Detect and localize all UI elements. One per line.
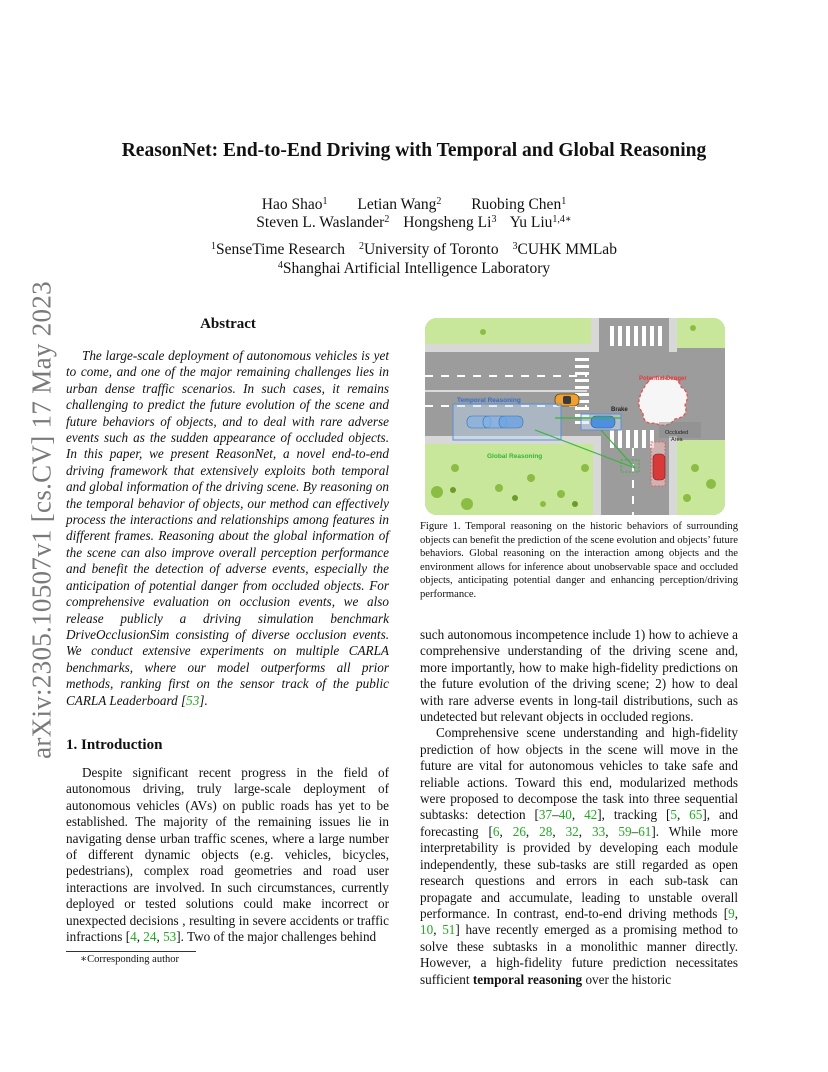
citation-link[interactable]: 10	[420, 922, 434, 938]
author: Ruobing Chen	[471, 196, 562, 213]
citation-link[interactable]: 9	[728, 905, 735, 921]
citation-link[interactable]: 51	[442, 922, 456, 938]
citation-link[interactable]: 40	[558, 807, 572, 823]
paper-title: ReasonNet: End-to-End Driving with Temporal and Global Reasoning	[121, 140, 707, 161]
author-line-1: Hao Shao$^1$ Letian Wang$^2$ Ruobing Chen$^1$	[261, 196, 567, 213]
citation-link[interactable]: 53	[186, 692, 200, 708]
figure-label-occluded: Occluded	[665, 430, 689, 436]
figure-label-global: Global Reasoning	[487, 453, 543, 460]
author: Hongsheng Li	[403, 214, 492, 231]
citation-link[interactable]: 28	[539, 823, 553, 839]
figure-label-area: Area	[671, 437, 683, 443]
author-line-2: Steven L. Waslander$^2$ Hongsheng Li$^3$ Yu Liu$^{1,4∗}$	[256, 214, 572, 231]
footnote: ∗Corresponding author	[80, 954, 179, 965]
citation-link[interactable]: 4	[130, 929, 137, 945]
author: Hao Shao	[261, 196, 323, 213]
citation-link[interactable]: 42	[584, 807, 598, 823]
citation-link[interactable]: 65	[689, 807, 703, 823]
author: Yu Liu	[509, 214, 553, 231]
figure-label-brake: Brake	[611, 407, 628, 413]
figure-label-temporal: Temporal Reasoning	[457, 397, 521, 404]
paragraph: such autonomous incompetence include 1) how to achieve a comprehensive understanding of the driving scene and, more importantly, how to make high-fidelity predictions on the future evolution of the driving scene; 2) how to deal with rare adverse events in long-tail distributions, such as undetected but relevant objects in occluded regions.	[420, 627, 738, 725]
paragraph: Comprehensive scene understanding and high-fidelity prediction of how objects in the scene will move in the future are vital for autonomous vehicles to take safe and reliable actions. Toward this end, modularized methods were proposed to decompose the task into three sequential subtasks: detection [37–40, 42], tracking [5, 65], and forecasting [6, 26, 28, 32, 33, 59–61]. While more interpretability is provided by developing each module independently, these sub-tasks are still regarded as open research questions and errors in each sub-task can propagate and accumulate, leading to unstable overall performance. In contrast, end-to-end driving methods [9, 10, 51] have recently emerged as a promising method to solve these subtasks in a monolithic manner directly. However, a high-fidelity future prediction necessitates sufficient temporal reasoning over the historic	[420, 725, 739, 987]
figure-1-illustration	[425, 318, 725, 515]
author: Steven L. Waslander	[256, 214, 385, 231]
citation-link[interactable]: 61	[638, 823, 652, 839]
author: Letian Wang	[357, 196, 437, 213]
right-column-text	[420, 627, 738, 988]
affiliation-line-1: $^1$SenseTime Research $^2$University of Toronto $^3$CUHK MMLab	[211, 241, 617, 258]
abstract-heading: Abstract	[200, 316, 256, 332]
bold-term: temporal reasoning	[472, 971, 583, 987]
arxiv-stamp: arXiv:2305.10507v1 [cs.CV] 17 May 2023	[26, 281, 57, 759]
figure-label-danger: Potential Danger	[639, 376, 687, 382]
citation-link[interactable]: 59	[618, 823, 632, 839]
affiliation-line-2: $^4$Shanghai Artificial Intelligence Laboratory	[277, 260, 551, 277]
figure-caption: Figure 1. Temporal reasoning on the historic behaviors of surrounding objects can benefit the prediction of the scene evolution and objects’ future behaviors. Global reasoning on the interaction among objects and the environment allows for inference about unobservable space and occluded objects, anticipating potential danger and enhancing perception/driving performance.	[420, 521, 738, 600]
citation-link[interactable]: 32	[565, 823, 579, 839]
abstract-text: The large-scale deployment of autonomous vehicles is yet to come, and one of the major remaining challenges lies in urban dense traffic scenarios. In such cases, it remains challenging to predict the future evolution of the scene and future behaviors of objects, and to deal with rare adverse events such as the sudden appearance of occluded objects. In this paper, we present ReasonNet, a novel end-to-end driving framework that extensively exploits both temporal and global information of the driving scene. By reasoning on the temporal behavior of objects, our method can effectively process the interactions and relationships among features in different frames. Reasoning about the global information of the scene can also improve overall perception performance and benefit the detection of adverse events, especially the anticipation of potential danger from occluded objects. For comprehensive evaluation on occlusion events, we also release publicly a driving simulation benchmark DriveOcclusionSim consisting of diverse occlusion events. We conduct extensive experiments on multiple CARLA benchmarks, where our model outperforms all prior methods, ranking first on the sensor track of the public CARLA Leaderboard [53].	[66, 348, 389, 708]
intro-paragraph: Despite significant recent progress in the field of autonomous driving, truly large-scale deployment of autonomous vehicles (AVs) on public roads has yet to be established. The majority of the remaining issues lie in navigating dense urban traffic scenes, where a large number of different dynamic objects (e.g. vehicles, bicycles, pedestrians), complex road geometries and road user interactions are involved. In such circumstances, currently deployed or tested solutions could make incorrect or unexpected decisions , resulting in severe accidents or traffic infractions [4, 24, 53]. Two of the major challenges behind	[66, 765, 389, 945]
citation-link[interactable]: 6	[492, 823, 500, 839]
citation-link[interactable]: 33	[592, 823, 606, 839]
citation-link[interactable]: 5	[670, 807, 677, 823]
citation-link[interactable]: 26	[512, 823, 526, 839]
section-heading-introduction: 1. Introduction	[66, 737, 163, 753]
citation-link[interactable]: 24	[143, 929, 157, 945]
footnote-rule	[66, 951, 196, 952]
citation-link[interactable]: 37	[538, 807, 553, 823]
citation-link[interactable]: 53	[163, 929, 177, 945]
